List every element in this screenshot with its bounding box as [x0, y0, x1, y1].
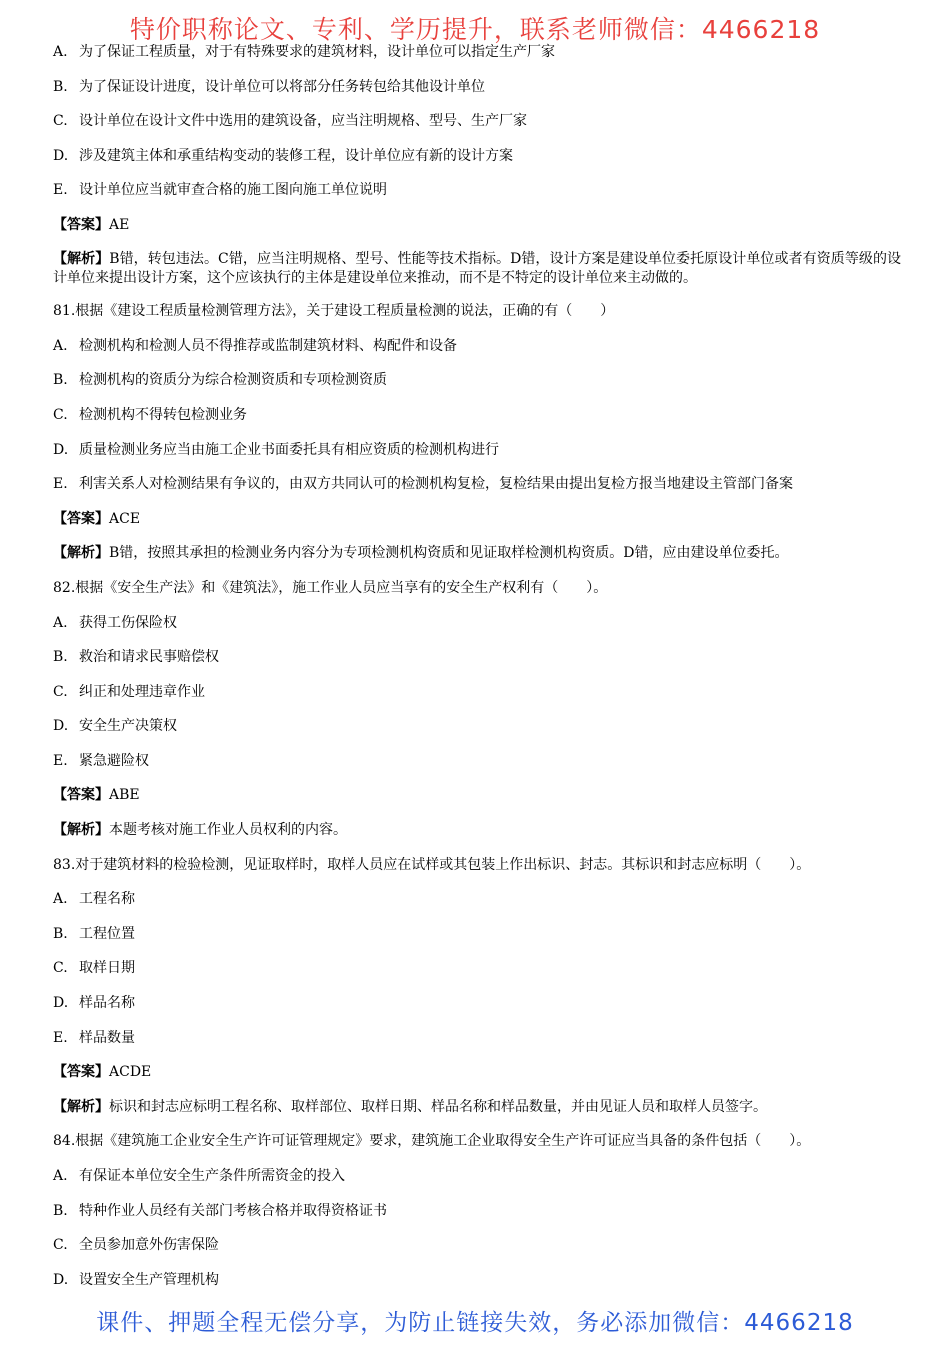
answer-label: 【答案】	[53, 216, 109, 233]
analysis-text: B错，转包违法。C错，应当注明规格、型号、性能等技术指标。D错，设计方案是建设单位委托原设计单位或者有资质等级的设计单位来提出设计方案，这个应该执行的主体是建设单位来推动，而不是不特定的设计单位来主动做的。	[53, 250, 902, 286]
option-e	[53, 180, 901, 201]
option-letter: E.	[53, 1029, 68, 1046]
option-text: 利害关系人对检测结果有争议的，由双方共同认可的检测机构复检，复检结果由提出复检方报当地建设主管部门备案	[79, 476, 793, 493]
option-letter: A.	[53, 337, 68, 354]
analysis-text: B错，按照其承担的检测业务内容分为专项检测机构资质和见证取样检测机构资质。D错，应由建设单位委托。	[109, 545, 789, 562]
analysis	[53, 250, 901, 288]
option-letter: B.	[53, 649, 68, 666]
question-stem: 82.根据《安全生产法》和《建筑法》，施工作业人员应当享有的安全生产权利有（ ）。	[53, 579, 608, 596]
answer	[53, 1062, 901, 1083]
question-stem: 83.对于建筑材料的检验检测，见证取样时，取样人员应在试样或其包装上作出标识、封志。其标识和封志应标明（ ）。	[53, 856, 811, 873]
option-letter: A.	[53, 44, 68, 60]
option-text: 紧急避险权	[79, 752, 149, 769]
answer-label: 【答案】	[53, 510, 109, 527]
option-letter: A.	[53, 891, 68, 908]
question-81	[53, 301, 901, 564]
option-letter: E.	[53, 476, 68, 493]
option-a	[53, 42, 901, 63]
option-c	[53, 958, 901, 979]
question-84	[53, 1131, 901, 1290]
answer-value: AE	[109, 216, 130, 233]
answer-value: ABE	[109, 787, 140, 804]
question-83	[53, 855, 901, 1118]
option-letter: E.	[53, 182, 68, 199]
option-letter: C.	[53, 683, 68, 700]
analysis-label: 【解析】	[53, 822, 109, 839]
option-text: 获得工伤保险权	[79, 614, 177, 631]
option-text: 样品名称	[79, 995, 135, 1012]
analysis-text: 本题考核对施工作业人员权利的内容。	[109, 822, 347, 839]
option-d	[53, 1270, 901, 1291]
option-text: 检测机构不得转包检测业务	[79, 406, 247, 423]
option-letter: C.	[53, 960, 68, 977]
answer	[53, 215, 901, 236]
analysis	[53, 820, 901, 841]
option-text: 特种作业人员经有关部门考核合格并取得资格证书	[79, 1202, 387, 1219]
question-82	[53, 578, 901, 841]
option-e	[53, 474, 901, 495]
option-a	[53, 1166, 901, 1187]
option-c	[53, 682, 901, 703]
option-e	[53, 1028, 901, 1049]
option-letter: E.	[53, 752, 68, 769]
question-stem: 81.根据《建设工程质量检测管理方法》，关于建设工程质量检测的说法，正确的有（ ）	[53, 303, 615, 320]
option-c	[53, 1235, 901, 1256]
option-letter: B.	[53, 372, 68, 389]
option-letter: B.	[53, 925, 68, 942]
option-d	[53, 146, 901, 167]
option-a	[53, 889, 901, 910]
option-c	[53, 405, 901, 426]
analysis-label: 【解析】	[53, 1098, 109, 1115]
option-letter: D.	[53, 441, 69, 458]
option-b	[53, 1201, 901, 1222]
analysis	[53, 543, 901, 564]
option-d	[53, 993, 901, 1014]
question-stem: 84.根据《建筑施工企业安全生产许可证管理规定》要求，建筑施工企业取得安全生产许可证应当具备的条件包括（ ）。	[53, 1133, 811, 1150]
option-text: 有保证本单位安全生产条件所需资金的投入	[79, 1168, 345, 1184]
answer	[53, 509, 901, 530]
option-letter: C.	[53, 406, 68, 423]
answer-label: 【答案】	[53, 1064, 109, 1081]
option-text: 样品数量	[79, 1029, 135, 1046]
option-d	[53, 440, 901, 461]
answer-value: ACE	[109, 510, 141, 527]
option-letter: D.	[53, 995, 69, 1012]
option-text: 为了保证工程质量，对于有特殊要求的建筑材料，设计单位可以指定生产厂家	[79, 44, 555, 60]
option-b	[53, 924, 901, 945]
option-b	[53, 370, 901, 391]
option-letter: B.	[53, 1202, 68, 1219]
option-a	[53, 613, 901, 634]
option-text: 设计单位应当就审查合格的施工图向施工单位说明	[79, 182, 387, 199]
option-b	[53, 77, 901, 98]
option-text: 涉及建筑主体和承重结构变动的装修工程，设计单位应有新的设计方案	[79, 147, 513, 164]
option-text: 设计单位在设计文件中选用的建筑设备，应当注明规格、型号、生产厂家	[79, 113, 527, 130]
option-text: 质量检测业务应当由施工企业书面委托具有相应资质的检测机构进行	[79, 441, 499, 458]
document-body	[53, 42, 901, 1304]
option-text: 为了保证设计进度，设计单位可以将部分任务转包给其他设计单位	[79, 78, 485, 95]
question-80	[53, 42, 901, 288]
option-e	[53, 751, 901, 772]
answer-value: ACDE	[109, 1064, 152, 1081]
analysis-label: 【解析】	[53, 250, 110, 267]
option-letter: A.	[53, 614, 68, 631]
option-text: 安全生产决策权	[79, 718, 177, 735]
option-text: 救治和请求民事赔偿权	[79, 649, 219, 666]
option-letter: D.	[53, 147, 69, 164]
option-letter: A.	[53, 1168, 68, 1184]
option-letter: D.	[53, 1271, 69, 1288]
option-text: 取样日期	[79, 960, 135, 977]
analysis-text: 标识和封志应标明工程名称、取样部位、取样日期、样品名称和样品数量，并由见证人员和取样人员签字。	[109, 1098, 767, 1115]
option-letter: C.	[53, 113, 68, 130]
analysis	[53, 1097, 901, 1118]
option-text: 工程名称	[79, 891, 135, 908]
option-a	[53, 336, 901, 357]
option-text: 检测机构的资质分为综合检测资质和专项检测资质	[79, 372, 387, 389]
option-text: 设置安全生产管理机构	[79, 1271, 219, 1288]
option-text: 纠正和处理违章作业	[79, 683, 205, 700]
option-letter: D.	[53, 718, 69, 735]
analysis-label: 【解析】	[53, 545, 109, 562]
top-promo-banner: 特价职称论文、专利、学历提升，联系老师微信：4466218	[129, 15, 821, 44]
answer	[53, 785, 901, 806]
option-text: 检测机构和检测人员不得推荐或监制建筑材料、构配件和设备	[79, 337, 457, 354]
bottom-promo-banner: 课件、押题全程无偿分享，为防止链接失效，务必添加微信：4466218	[96, 1310, 854, 1336]
option-c	[53, 111, 901, 132]
option-d	[53, 716, 901, 737]
option-letter: C.	[53, 1237, 68, 1254]
option-text: 全员参加意外伤害保险	[79, 1237, 219, 1254]
option-text: 工程位置	[79, 925, 135, 942]
option-b	[53, 647, 901, 668]
answer-label: 【答案】	[53, 787, 109, 804]
option-letter: B.	[53, 78, 68, 95]
